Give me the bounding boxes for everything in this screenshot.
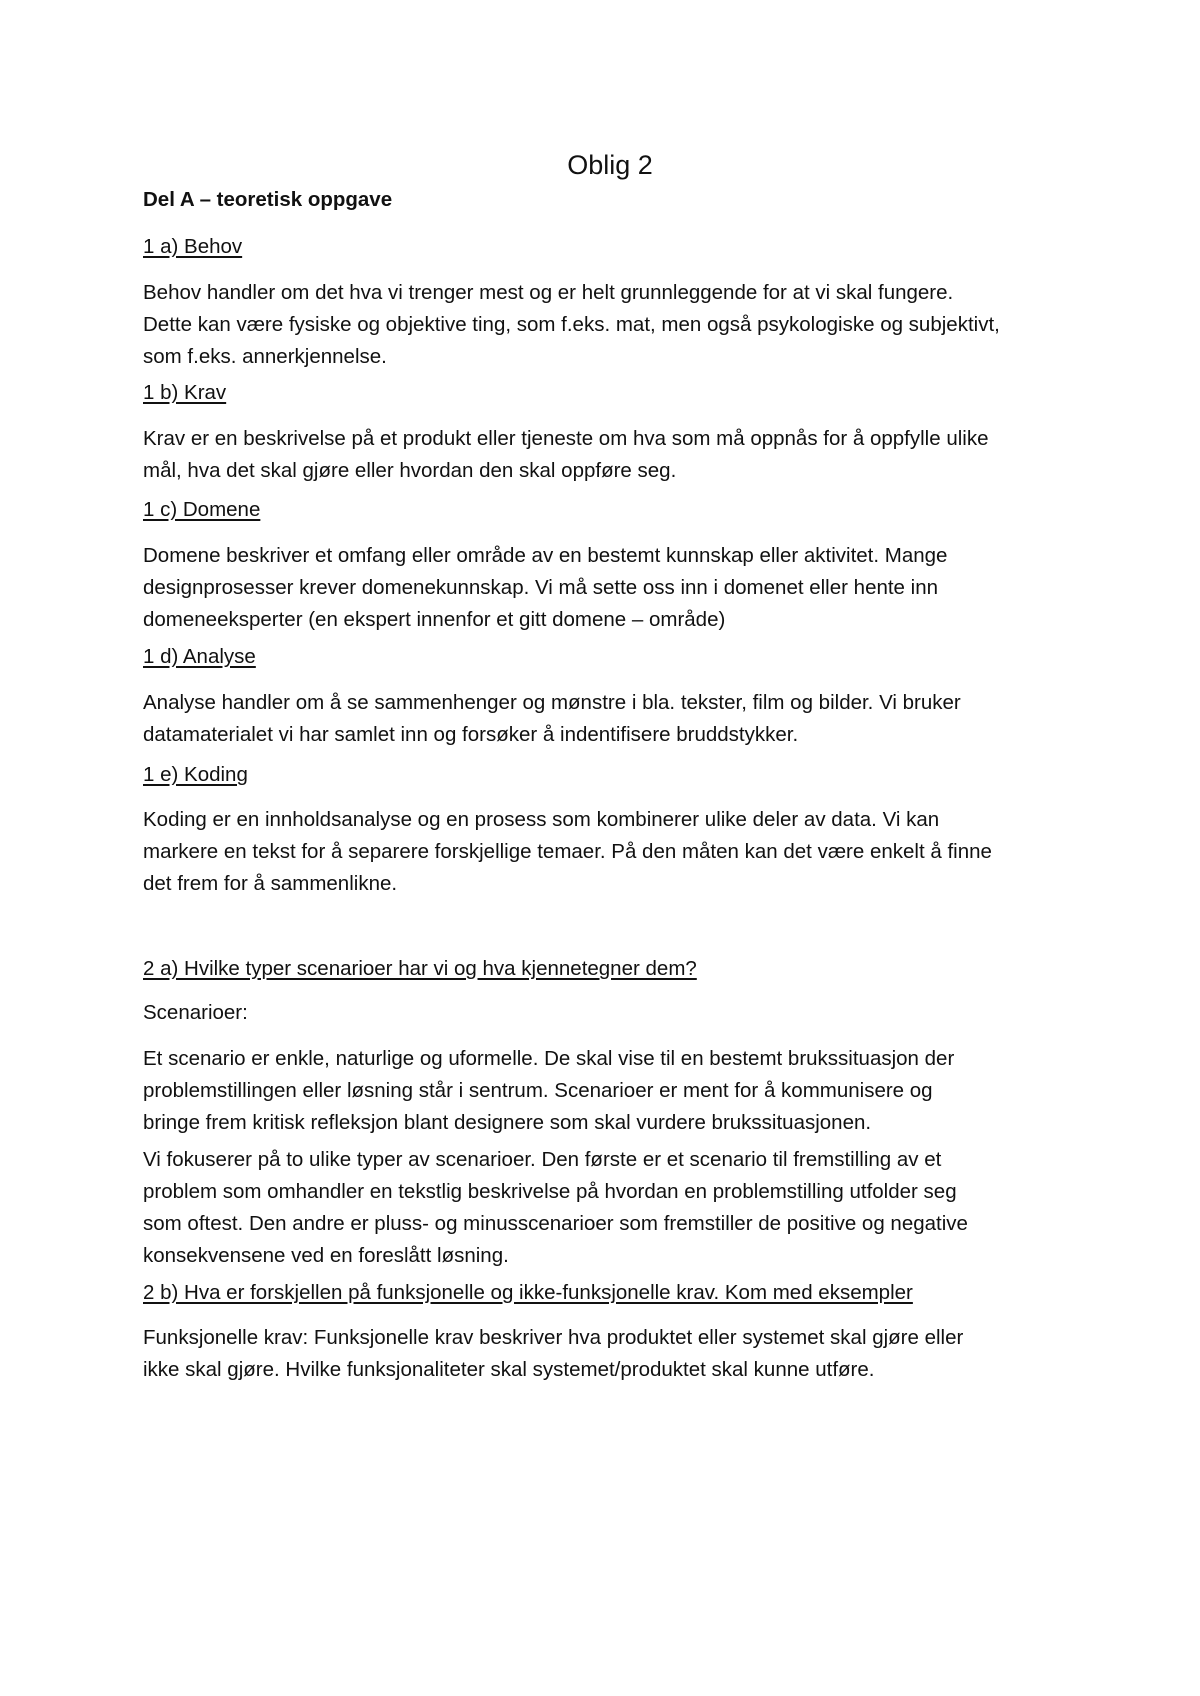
text-line: det frem for å sammenlikne. <box>143 872 398 895</box>
question-heading-2a: 2 a) Hvilke typer scenarioer har vi og hva kjennetegner dem? <box>143 957 697 980</box>
question-heading-2b: 2 b) Hva er forskjellen på funksjonelle og ikke-funksjonelle krav. Kom med eksempler <box>143 1281 913 1304</box>
text-line: Et scenario er enkle, naturlige og uformelle. De skal vise til en bestemt brukssituasjon der <box>143 1047 955 1070</box>
text-line: mål, hva det skal gjøre eller hvordan den skal oppføre seg. <box>143 459 677 482</box>
section-heading-domene: 1 c) Domene <box>143 498 261 521</box>
page-title: Oblig 2 <box>567 150 653 180</box>
text-line: konsekvensene ved en foreslått løsning. <box>143 1244 509 1267</box>
section-text-krav <box>143 423 1073 487</box>
text-line: problemstillingen eller løsning står i sentrum. Scenarioer er ment for å kommunisere og <box>143 1079 933 1102</box>
text-line: Vi fokuserer på to ulike typer av scenarioer. Den første er et scenario til fremstilling av et <box>143 1148 942 1171</box>
section-heading-behov: 1 a) Behov <box>143 235 243 258</box>
section-heading-analyse: 1 d) Analyse <box>143 645 256 668</box>
text-line: domeneeksperter (en ekspert innenfor et gitt domene – område) <box>143 608 726 631</box>
paragraph-funksjonelle-krav <box>143 1322 1073 1386</box>
text-line: Behov handler om det hva vi trenger mest og er helt grunnleggende for at vi skal fungere. <box>143 281 954 304</box>
text-line: Analyse handler om å se sammenhenger og mønstre i bla. tekster, film og bilder. Vi bruker <box>143 691 961 714</box>
text-line: Domene beskriver et omfang eller område av en bestemt kunnskap eller aktivitet. Mange <box>143 544 948 567</box>
text-line: Dette kan være fysiske og objektive ting, som f.eks. mat, men også psykologiske og subjektivt, <box>143 313 1000 336</box>
paragraph-scenario-types <box>143 1144 1073 1272</box>
section-text-domene <box>143 540 1073 636</box>
text-line: markere en tekst for å separere forskjellige temaer. På den måten kan det være enkelt å finne <box>143 840 992 863</box>
text-line: bringe frem kritisk refleksjon blant designere som skal vurdere brukssituasjonen. <box>143 1111 872 1134</box>
section-text-analyse <box>143 687 1073 751</box>
text-line: Funksjonelle krav: Funksjonelle krav beskriver hva produktet eller systemet skal gjøre eller <box>143 1326 964 1349</box>
section-text-koding <box>143 804 1073 900</box>
part-heading: Del A – teoretisk oppgave <box>143 188 393 211</box>
section-text-behov <box>143 277 1073 373</box>
text-line: datamaterialet vi har samlet inn og forsøker å indentifisere bruddstykker. <box>143 723 799 746</box>
text-line: Krav er en beskrivelse på et produkt eller tjeneste om hva som må oppnås for å oppfylle ulike <box>143 427 989 450</box>
text-line: ikke skal gjøre. Hvilke funksjonaliteter skal systemet/produktet skal kunne utføre. <box>143 1358 875 1381</box>
text-line: som f.eks. annerkjennelse. <box>143 345 387 368</box>
text-line: som oftest. Den andre er pluss- og minusscenarioer som fremstiller de positive og negative <box>143 1212 968 1235</box>
section-heading-koding: 1 e) Koding <box>143 763 248 786</box>
text-line: designprosesser krever domenekunnskap. Vi må sette oss inn i domenet eller hente inn <box>143 576 939 599</box>
section-heading-krav: 1 b) Krav <box>143 381 227 404</box>
paragraph-scenario-definition <box>143 1043 1073 1139</box>
subheading-scenarioer: Scenarioer: <box>143 1001 248 1024</box>
text-line: Koding er en innholdsanalyse og en prosess som kombinerer ulike deler av data. Vi kan <box>143 808 940 831</box>
text-line: problem som omhandler en tekstlig beskrivelse på hvordan en problemstilling utfolder seg <box>143 1180 957 1203</box>
